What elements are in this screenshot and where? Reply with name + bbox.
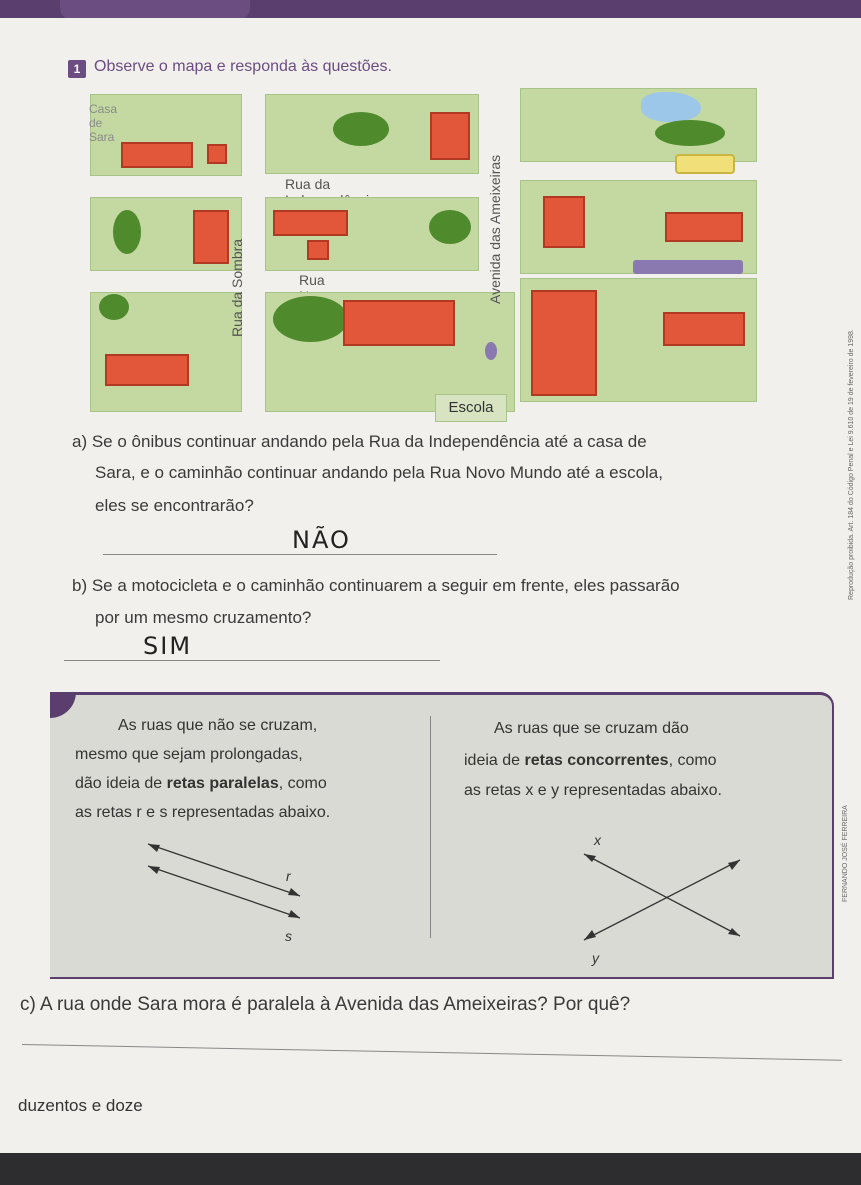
question-c-line1: c) A rua onde Sara mora é paralela à Avenida das Ameixeiras? Por quê? — [20, 994, 631, 1015]
street-label-sombra: Rua da Sombra — [229, 238, 245, 337]
house — [663, 312, 745, 346]
label-s: s — [285, 928, 292, 944]
exercise-number-badge: 1 — [68, 60, 86, 78]
label-x: x — [594, 832, 601, 848]
parallel-text-line4: as retas r e s representadas abaixo. — [75, 804, 331, 821]
arrow-icon — [728, 928, 740, 936]
arrow-icon — [584, 930, 596, 940]
school-label: Escola — [435, 394, 507, 422]
question-b-line2: por um mesmo cruzamento? — [95, 608, 312, 627]
sara-house — [121, 142, 193, 168]
answer-b-handwritten: SIM — [143, 632, 193, 660]
tree-cluster — [273, 296, 348, 342]
house — [531, 290, 597, 396]
house — [273, 210, 348, 236]
arrow-icon — [288, 910, 300, 918]
term-retas-paralelas: retas paralelas — [166, 775, 279, 792]
arrow-icon — [288, 888, 300, 896]
small-house — [207, 144, 227, 164]
term-retas-concorrentes: retas concorrentes — [524, 752, 669, 769]
street-label-novo-mundo: Rua — [299, 272, 325, 288]
line-s — [148, 866, 300, 918]
motorcycle-icon — [485, 342, 497, 360]
lake — [641, 92, 701, 122]
parallel-text-line1: As ruas que não se cruzam, — [118, 717, 318, 734]
arrow-icon — [148, 844, 160, 852]
illustration-credit: FERNANDO JOSÉ FERREIRA — [842, 805, 849, 902]
house — [430, 112, 470, 160]
exercise-instruction: Observe o mapa e responda às questões. — [94, 58, 392, 75]
line-x — [584, 854, 740, 936]
label-y: y — [592, 950, 599, 966]
concurrent-text-line1: As ruas que se cruzam dão — [494, 720, 689, 737]
bus-icon — [675, 154, 735, 174]
parallel-lines-diagram — [140, 836, 310, 926]
house — [193, 210, 229, 264]
tree-cluster — [429, 210, 471, 244]
house-label-sara: Casa de Sara — [89, 102, 118, 144]
question-a-line2: Sara, e o caminhão continuar andando pela Rua Novo Mundo até a escola, — [95, 463, 663, 482]
arrow-icon — [148, 866, 160, 874]
house — [105, 354, 189, 386]
bottom-shadow — [0, 1153, 861, 1185]
tree-cluster — [113, 210, 141, 254]
answer-a-handwritten: NÃO — [292, 526, 351, 554]
info-box-divider — [430, 716, 431, 938]
tree-cluster — [99, 294, 129, 320]
arrow-icon — [728, 860, 740, 870]
concurrent-text-line3: as retas x e y representadas abaixo. — [464, 782, 722, 799]
parallel-text-line2: mesmo que sejam prolongadas, — [75, 746, 303, 763]
small-house — [307, 240, 329, 260]
question-b-line1: b) Se a motocicleta e o caminhão continuarem a seguir em frente, eles passarão — [72, 576, 680, 595]
school-building — [343, 300, 455, 346]
street-label-avenida: Avenida das Ameixeiras — [487, 154, 503, 304]
map-block — [520, 88, 757, 162]
top-banner-tab — [60, 0, 250, 20]
truck-icon — [633, 260, 743, 274]
parallel-text-line3: dão ideia de retas paralelas, como — [75, 775, 327, 792]
line-r — [148, 844, 300, 896]
tree-cluster — [333, 112, 389, 146]
concurrent-text-line2: ideia de retas concorrentes, como — [464, 752, 717, 769]
line-y — [584, 860, 740, 940]
street-label-independencia: Rua da — [285, 176, 331, 192]
tree-cluster — [655, 120, 725, 146]
question-a-line3: eles se encontrarão? — [95, 496, 254, 515]
house — [543, 196, 585, 248]
arrow-icon — [584, 854, 596, 862]
answer-a-line — [103, 554, 497, 555]
concurrent-lines-diagram — [580, 848, 750, 948]
house — [665, 212, 743, 242]
label-r: r — [286, 868, 291, 884]
answer-b-line — [64, 660, 440, 661]
copyright-note: Reprodução proibida. Art. 184 do Código Penal e Lei 9.610 de 19 de fevereiro de 1998. — [848, 329, 855, 600]
page-number-text: duzentos e doze — [18, 1096, 143, 1115]
question-a-line1: a) Se o ônibus continuar andando pela Rua da Independência até a casa de — [72, 432, 647, 451]
